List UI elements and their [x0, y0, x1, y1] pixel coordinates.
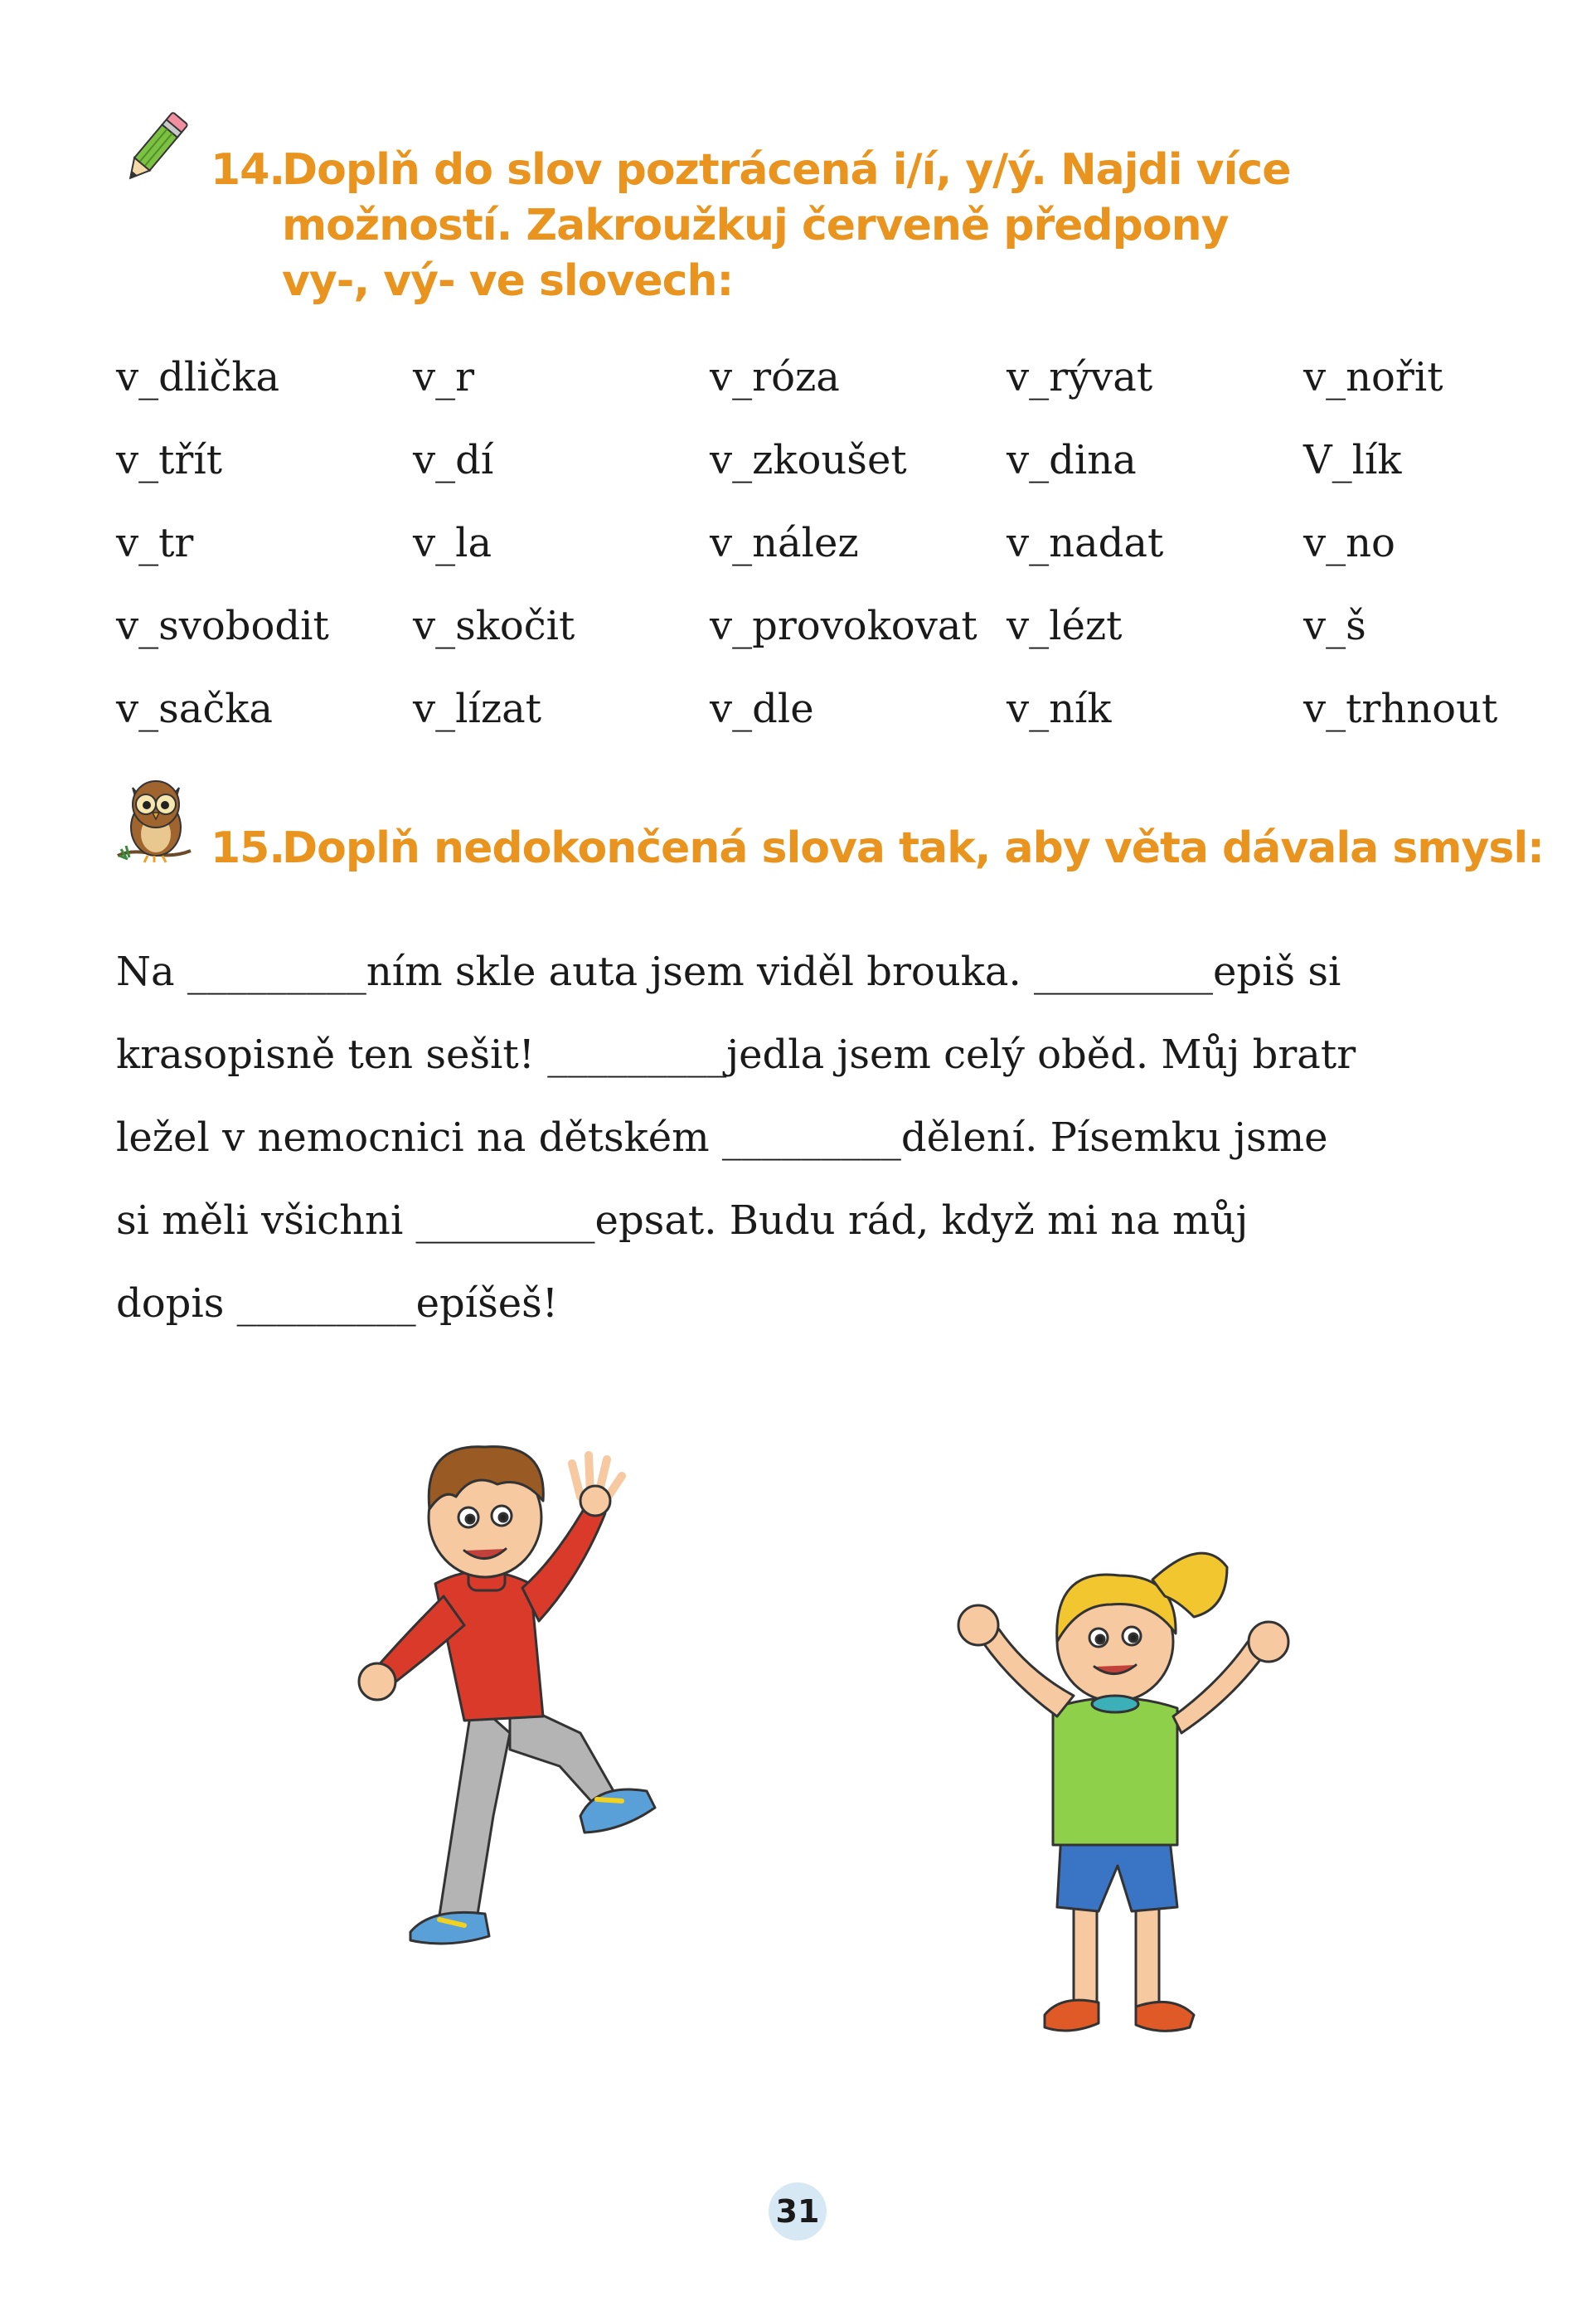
- exercise-15-number: 15.: [211, 823, 285, 873]
- word-item: v_no: [1303, 520, 1395, 566]
- word-item: v_nořit: [1303, 354, 1443, 400]
- boy-illustration: [332, 1418, 721, 1982]
- word-item: v_tr: [116, 520, 194, 566]
- word-item: v_r: [413, 354, 475, 400]
- pencil-icon: [114, 106, 197, 189]
- word-item: v_dina: [1007, 437, 1137, 483]
- sentence-line: ležel v nemocnici na dětském _________dělení. Písemku jsme: [116, 1114, 1328, 1161]
- word-item: v_rývat: [1007, 354, 1153, 400]
- word-item: v_lézt: [1007, 603, 1123, 649]
- sentence-line: Na _________ním skle auta jsem viděl brouka. _________epiš si: [116, 949, 1341, 995]
- page-number: 31: [769, 2182, 827, 2240]
- sentence-line: dopis _________epíšeš!: [116, 1280, 559, 1327]
- girl-illustration: [929, 1517, 1360, 2081]
- word-item: v_dlička: [116, 354, 280, 400]
- word-item: v_sačka: [116, 686, 273, 732]
- exercise-14-number: 14.: [211, 145, 285, 195]
- word-item: v_róza: [710, 354, 840, 400]
- word-item: v_třít: [116, 437, 222, 483]
- word-item: v_zkoušet: [710, 437, 907, 483]
- word-row: [116, 597, 1596, 680]
- word-row: [116, 431, 1596, 514]
- exercise-15-title: Doplň nedokončená slova tak, aby věta dávala smysl:: [282, 823, 1544, 873]
- word-item: v_ník: [1007, 686, 1112, 732]
- owl-icon: [114, 769, 194, 869]
- exercise-15-text: [116, 930, 1492, 1345]
- word-item: v_dle: [710, 686, 814, 732]
- exercise-14-heading: [211, 143, 1290, 309]
- sentence-line: si měli všichni _________epsat. Budu rád, když mi na můj: [116, 1197, 1249, 1244]
- word-item: v_lízat: [413, 686, 542, 732]
- exercise-14-title-line-1: Doplň do slov poztrácená i/í, y/ý. Najdi více: [282, 145, 1291, 195]
- exercise-14-title-line-3: vy-, vý- ve slovech:: [282, 256, 734, 306]
- word-item: v_la: [413, 520, 492, 566]
- sentence-line: krasopisně ten sešit! _________jedla jsem celý oběd. Můj bratr: [116, 1032, 1356, 1078]
- word-item: v_svobodit: [116, 603, 329, 649]
- word-grid: [116, 348, 1596, 763]
- word-item: v_nález: [710, 520, 859, 566]
- exercise-15-heading: [211, 821, 1544, 876]
- word-item: v_dí: [413, 437, 494, 483]
- word-row: [116, 680, 1596, 763]
- word-item: v_skočit: [413, 603, 575, 649]
- word-row: [116, 348, 1596, 431]
- word-item: v_provokovat: [710, 603, 977, 649]
- word-item: v_trhnout: [1303, 686, 1498, 732]
- word-item: V_lík: [1303, 437, 1402, 483]
- exercise-14-title-line-2: možností. Zakroužkuj červeně předpony: [282, 201, 1229, 250]
- word-item: v_nadat: [1007, 520, 1164, 566]
- word-item: v_š: [1303, 603, 1366, 649]
- word-row: [116, 514, 1596, 597]
